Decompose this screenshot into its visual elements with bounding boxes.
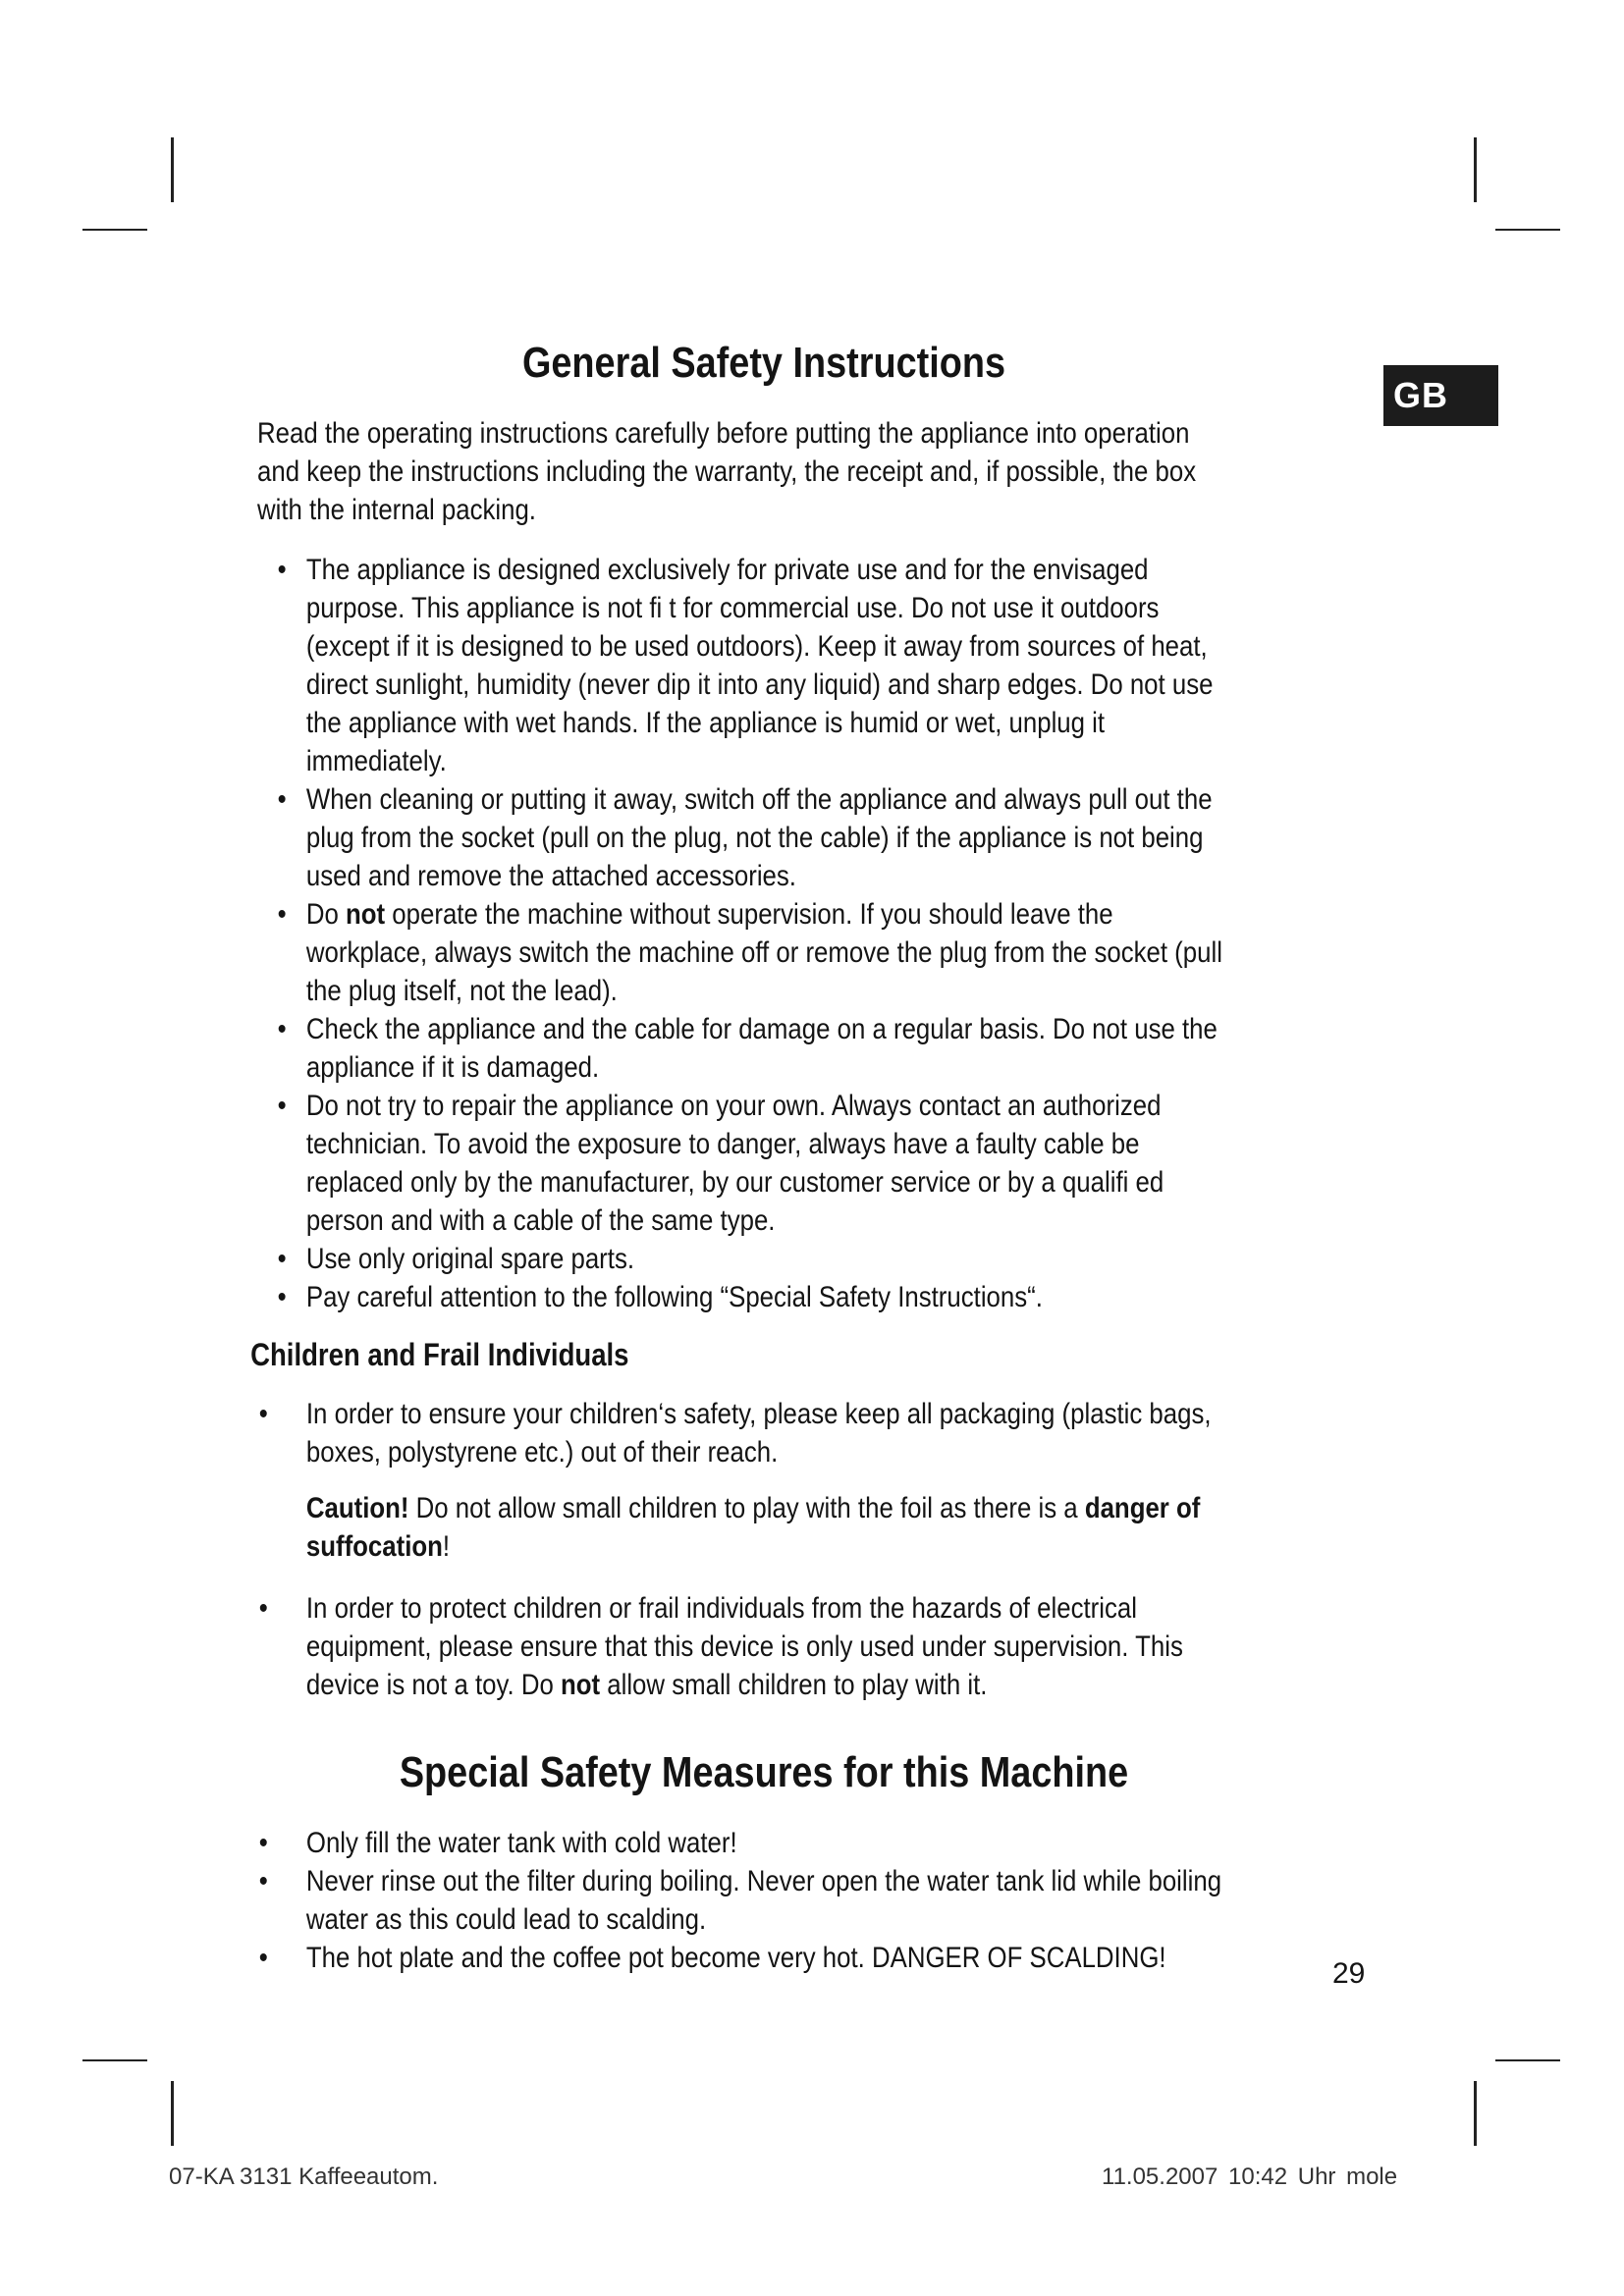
crop-mark: [171, 137, 174, 202]
children-list: [257, 1395, 1237, 1471]
footer-file-name: 07-KA 3131 Kaffeeautom.: [169, 2163, 439, 2190]
section-title-special: Special Safety Measures for this Machine: [399, 1748, 1129, 1796]
special-safety-list: [257, 1824, 1237, 1977]
list-item: • Use only original spare parts.: [257, 1240, 1237, 1278]
list-item: • Do not try to repair the appliance on your own. Always contact an authorized technician. To avoid the exposure to danger, always have a faulty cable be replaced only by the manufacturer, by our customer service or by a qualifi ed person and with a cable of the same type.: [257, 1087, 1237, 1240]
list-item: • The hot plate and the coffee pot become very hot. DANGER OF SCALDING!: [257, 1939, 1237, 1977]
list-item: • Never rinse out the filter during boiling. Never open the water tank lid while boiling water as this could lead to scalding.: [257, 1862, 1237, 1939]
caution-note: [257, 1489, 1237, 1566]
subsection-heading-children: Children and Frail Individuals: [250, 1337, 629, 1372]
list-item: • Only fill the water tank with cold water!: [257, 1824, 1237, 1862]
caution-label: Caution!: [305, 1492, 409, 1524]
list-item: • Pay careful attention to the following “Special Safety Instructions“.: [257, 1278, 1237, 1316]
caution-text: Do not allow small children to play with the foil as there is a: [408, 1492, 1085, 1524]
list-item: [257, 1589, 1237, 1704]
crop-mark: [82, 2059, 147, 2061]
list-item: • The appliance is designed exclusively for private use and for the envisaged purpose. This appliance is not fi t for commercial use. Do not use it outdoors (except if it is designed to be used outdoors). Keep it away from sources of heat, direct sunlight, humidity (never dip it into any liquid) and sharp edges. Do not use the appliance with wet hands. If the appliance is humid or wet, unplug it immediately.: [257, 551, 1237, 780]
crop-mark: [1495, 2059, 1560, 2061]
section-title-general: General Safety Instructions: [521, 339, 1006, 387]
crop-mark: [1474, 137, 1477, 202]
crop-mark: [82, 229, 147, 231]
item-text: allow small children to play with it.: [600, 1669, 988, 1701]
item-text: Do: [305, 898, 347, 931]
intro-paragraph: Read the operating instructions carefully before putting the appliance into operation and keep the instructions including the warranty, the receipt and, if possible, the box with the internal packing.: [257, 417, 1197, 526]
caution-emphasis: danger of suffocation: [305, 1492, 1201, 1563]
children-list-2: [257, 1589, 1237, 1704]
emphasis-not: not: [346, 898, 386, 931]
emphasis-not: not: [560, 1669, 601, 1701]
item-text: In order to protect children or frail individuals from the hazards of electrical equipment, please ensure that this device is only used under supervision. This device is not a toy. Do: [305, 1592, 1183, 1701]
item-text: operate the machine without supervision. If you should leave the workplace, always switch the machine off or remove the plug from the socket (pull the plug itself, not the lead).: [305, 898, 1222, 1007]
crop-mark: [171, 2081, 174, 2146]
page-content: [250, 334, 1237, 1977]
language-tab: GB: [1383, 365, 1498, 426]
footer-timestamp: 11.05.2007 10:42 Uhr mole: [1102, 2163, 1398, 2190]
list-item: [257, 895, 1237, 1010]
list-item: • Check the appliance and the cable for damage on a regular basis. Do not use the appliance if it is damaged.: [257, 1010, 1237, 1087]
list-item: • When cleaning or putting it away, switch off the appliance and always pull out the plug from the socket (pull on the plug, not the cable) if the appliance is not being used and remove the attached accessories.: [257, 780, 1237, 895]
caution-end: !: [442, 1530, 451, 1563]
page-number: 29: [1332, 1957, 1366, 1990]
crop-mark: [1474, 2081, 1477, 2146]
list-item: • In order to ensure your children‘s safety, please keep all packaging (plastic bags, boxes, polystyrene etc.) out of their reach.: [257, 1395, 1237, 1471]
general-safety-list: [257, 551, 1237, 1316]
crop-mark: [1495, 229, 1560, 231]
